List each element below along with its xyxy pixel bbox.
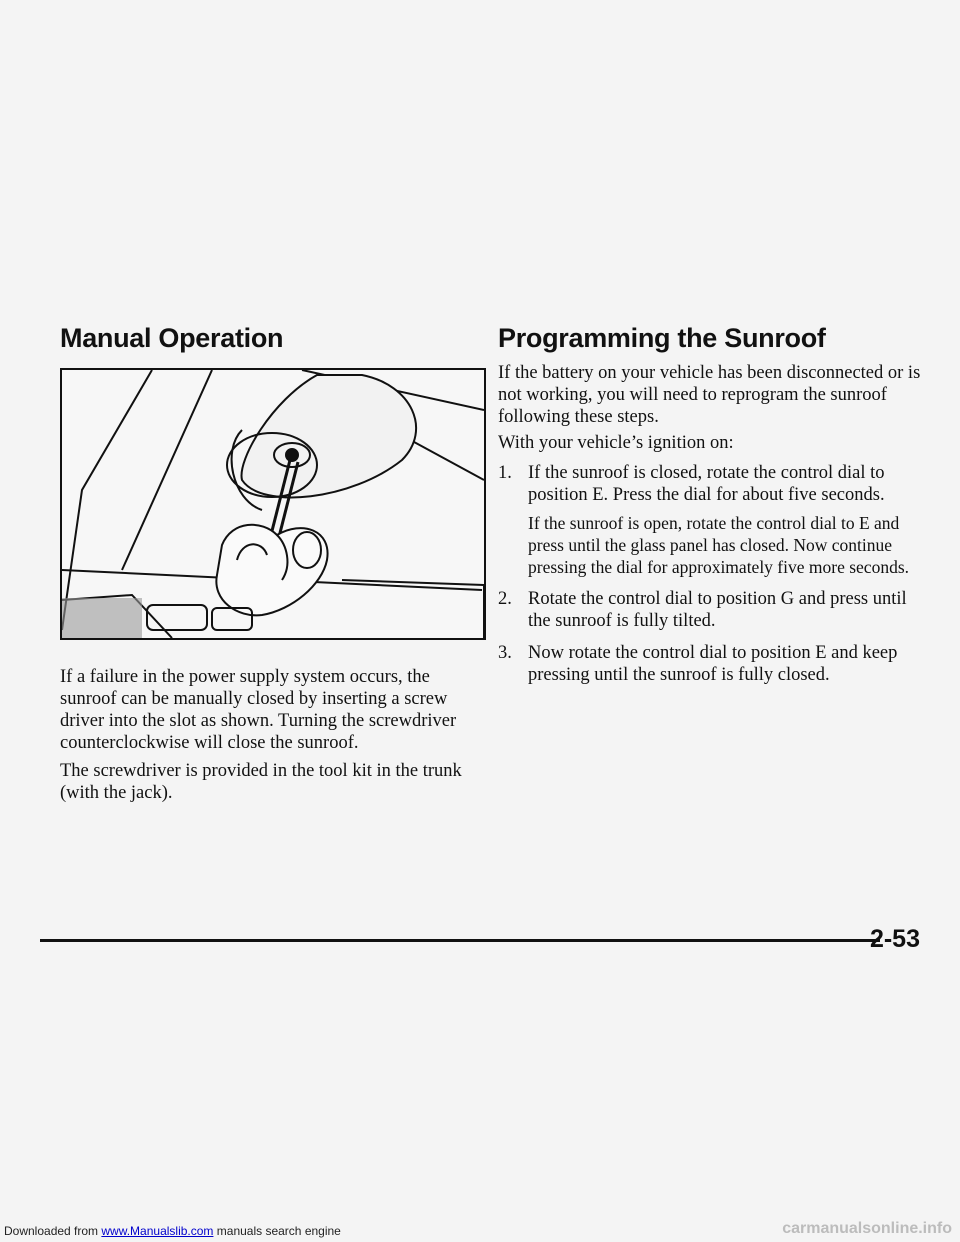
download-footer bbox=[4, 1224, 341, 1238]
programming-intro-paragraph: If the battery on your vehicle has been disconnected or is not working, you will need to reprogram the sunroof following these steps. bbox=[498, 363, 921, 427]
screwdriver-sunroof-illustration bbox=[60, 368, 486, 640]
manual-operation-paragraph: If a failure in the power supply system occurs, the sunroof can be manually closed by inserting a screw driver into the slot as shown. Turning the screwdriver counterclockwise will close the sunroof. bbox=[60, 667, 457, 753]
step-text: Now rotate the control dial to position E and keep pressing until the sunroof is fully closed. bbox=[528, 643, 898, 685]
sunroof-slot-illustration-icon bbox=[62, 370, 484, 638]
step-item bbox=[498, 588, 928, 632]
footer-suffix: manuals search engine bbox=[213, 1224, 341, 1238]
open-sunroof-note: If the sunroof is open, rotate the control dial to E and press until the glass panel has closed. Now continue pressing the dial for approximately five more seconds. bbox=[528, 513, 910, 577]
step-number: 3. bbox=[498, 643, 512, 663]
section-title-manual-operation: Manual Operation bbox=[60, 323, 284, 353]
page-divider-rule bbox=[40, 939, 880, 942]
screwdriver-location-paragraph: The screwdriver is provided in the tool kit in the trunk (with the jack). bbox=[60, 761, 462, 803]
site-watermark: carmanualsonline.info bbox=[782, 1220, 952, 1237]
manualslib-link[interactable]: www.Manualslib.com bbox=[101, 1224, 214, 1238]
ignition-lead-text: With your vehicle’s ignition on: bbox=[498, 433, 734, 453]
step-item bbox=[498, 462, 928, 506]
step-text: If the sunroof is closed, rotate the control dial to position E. Press the dial for about five seconds. bbox=[528, 463, 885, 505]
footer-prefix: Downloaded from bbox=[4, 1224, 102, 1238]
step-text: Rotate the control dial to position G and press until the sunroof is fully tilted. bbox=[528, 589, 907, 631]
page-number: 2-53 bbox=[869, 925, 920, 953]
section-title-programming-sunroof: Programming the Sunroof bbox=[498, 323, 826, 353]
step-number: 2. bbox=[498, 589, 512, 609]
step-number: 1. bbox=[498, 463, 512, 483]
step-item bbox=[498, 642, 928, 686]
step-note-item bbox=[498, 512, 928, 578]
programming-steps-list bbox=[498, 462, 928, 696]
